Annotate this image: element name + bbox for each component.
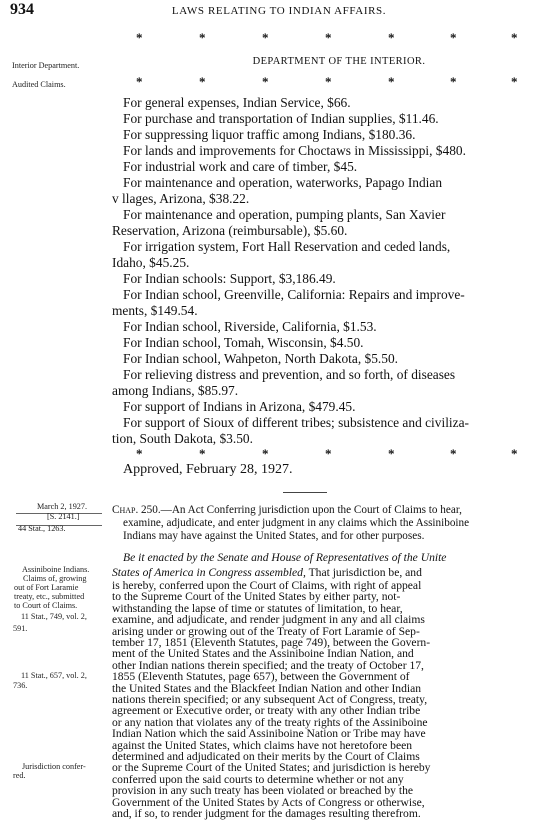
body-line: arising under or growing out of the Treaty of Fort Laramie of Sep- (112, 624, 420, 638)
star-icon: * (388, 30, 395, 45)
star-icon: * (511, 74, 518, 89)
margin-note: to Court of Claims. (14, 601, 78, 610)
list-item: among Indians, $85.97. (112, 383, 239, 398)
list-item: v llages, Arizona, $38.22. (112, 191, 250, 206)
star-icon: * (325, 74, 332, 89)
star-icon: * (388, 446, 395, 461)
body-line: conferred upon the said courts to determine whether or not any (112, 772, 404, 786)
body-line: withstanding the lapse of time or statutes of limitation, to hear, (112, 601, 403, 615)
body-line: provision in any such treaty has been violated or breached by the (112, 784, 414, 798)
list-item: For Indian schools: Support, $3,186.49. (123, 271, 336, 286)
star-icon: * (450, 446, 457, 461)
body-line: or the Supreme Court of the United States; and jurisdiction is hereby (112, 761, 431, 775)
list-item: For relieving distress and prevention, and so forth, of diseases (123, 367, 456, 382)
star-icon: * (325, 446, 332, 461)
list-item: For suppressing liquor traffic among Indians, $180.36. (123, 127, 416, 142)
enacting-clause-text: That jurisdiction be, and (305, 566, 422, 579)
margin-note: red. (13, 771, 26, 781)
body-line: against the United States, which claims have not heretofore been (112, 738, 413, 752)
star-icon: * (136, 30, 143, 45)
body-line: 1855 (Eleventh Statutes, page 657), between the Government of (112, 670, 410, 684)
star-icon: * (136, 446, 143, 461)
divider (283, 492, 327, 493)
body-line: the United States and the Blackfeet Indian Nation and other Indian (112, 681, 422, 695)
list-item: Idaho, $45.25. (112, 255, 190, 270)
enacting-clause: Be it enacted by the Senate and House of Representatives of the Unite (123, 551, 447, 564)
list-item: For irrigation system, Fort Hall Reservation and ceded lands, (123, 239, 451, 254)
body-line: other Indian nations therein specified; and the treaty of October 17, (112, 658, 424, 672)
margin-date: March 2, 1927. (37, 502, 88, 511)
section-title: DEPARTMENT OF THE INTERIOR. (252, 56, 426, 67)
list-item: For lands and improvements for Choctaws in Mississippi, $480. (123, 143, 466, 158)
margin-note: 11 Stat., 749, vol. 2, (21, 612, 87, 621)
star-icon: * (262, 74, 269, 89)
star-icon: * (325, 30, 332, 45)
body-line: agreement or Executive order, or treaty with any other Indian tribe (112, 704, 421, 718)
star-icon: * (262, 446, 269, 461)
body-line: ment of the United States and the Assiniboine Indian Nation, and (112, 647, 414, 661)
enacting-clause-italic: States of America in Congress assembled, (112, 566, 306, 579)
body-line: and, if so, to render judgment for the damages resulting therefrom. (112, 807, 421, 820)
list-item: For support of Indians in Arizona, $479.45. (123, 399, 356, 414)
chapter-label: Chap. 250. (112, 504, 161, 516)
margin-note: 736. (13, 681, 28, 691)
star-icon: * (511, 446, 518, 461)
list-item: For Indian school, Tomah, Wisconsin, $4.50. (123, 335, 364, 350)
star-icon: * (136, 74, 143, 89)
margin-note: 591. (13, 624, 28, 633)
chapter-heading (112, 504, 462, 517)
star-icon: * (511, 30, 518, 45)
margin-statute: 44 Stat., 1263. (18, 524, 66, 533)
approval-date: Approved, February 28, 1927. (123, 462, 293, 477)
star-icon: * (388, 74, 395, 89)
body-line: tember 17, 1851 (Eleventh Statutes, page 749), between the Govern- (112, 636, 431, 649)
margin-note: Jurisdiction confer- (22, 762, 86, 772)
page-number: 934 (10, 1, 34, 18)
margin-note: 11 Stat., 657, vol. 2, (21, 671, 87, 681)
margin-note: Assiniboine Indians. (22, 565, 90, 574)
margin-note: Claims of, growing (23, 574, 87, 583)
margin-bill: [S. 2141.] (47, 512, 80, 521)
margin-note: Interior Department. (12, 61, 80, 70)
body-line: or any nation that violates any of the treaty rights of the Assiniboine (112, 715, 428, 729)
body-line: Indian Nation which the said Assiniboine Nation or Tribe may have (112, 727, 426, 741)
margin-note: out of Fort Laramie (14, 583, 79, 592)
list-item: For industrial work and care of timber, $45. (123, 159, 358, 174)
list-item: For Indian school, Greenville, California: Repairs and improve- (123, 287, 465, 302)
body-line: determined and adjudicated on their merits by the Court of Claims (112, 750, 420, 763)
body-line: nations therein specified; or any subsequent Act of Congress, treaty, (112, 693, 428, 706)
star-icon: * (199, 446, 206, 461)
body-line: is hereby, conferred upon the Court of Claims, with right of appeal (112, 579, 422, 592)
list-item: For support of Sioux of different tribes; subsistence and civiliza- (123, 415, 469, 430)
star-icon: * (199, 30, 206, 45)
list-item: For maintenance and operation, pumping plants, San Xavier (123, 207, 446, 222)
body-line: Government of the United States by Acts of Congress or otherwise, (112, 795, 425, 809)
list-item: For Indian school, Wahpeton, North Dakota, $5.50. (123, 351, 398, 366)
chapter-title-line: Indians may have against the United States, and for other purposes. (123, 530, 425, 542)
chapter-title-line: —An Act Conferring jurisdiction upon the Court of Claims to hear, (160, 504, 462, 516)
star-icon: * (450, 30, 457, 45)
list-item: For general expenses, Indian Service, $66. (123, 95, 351, 110)
list-item: For purchase and transportation of Indian supplies, $11.46. (123, 111, 439, 126)
margin-note: treaty, etc., submitted (14, 592, 85, 601)
list-item: For maintenance and operation, waterworks, Papago Indian (123, 175, 443, 190)
list-item: For Indian school, Riverside, California, $1.53. (123, 319, 377, 334)
list-item: Reservation, Arizona (reimbursable), $5.60. (112, 223, 348, 238)
star-icon: * (450, 74, 457, 89)
body-line: examine, and adjudicate, and render judgment in any and all claims (112, 613, 425, 627)
star-icon: * (262, 30, 269, 45)
chapter-title-line: examine, adjudicate, and enter judgment in any claims which the Assiniboine (123, 517, 470, 529)
list-item: tion, South Dakota, $3.50. (112, 431, 253, 446)
margin-note: Audited Claims. (12, 80, 66, 89)
running-title: LAWS RELATING TO INDIAN AFFAIRS. (171, 5, 387, 17)
list-item: ments, $149.54. (112, 303, 198, 318)
body-line: to the Supreme Court of the United States by either party, not- (112, 590, 401, 604)
star-icon: * (199, 74, 206, 89)
